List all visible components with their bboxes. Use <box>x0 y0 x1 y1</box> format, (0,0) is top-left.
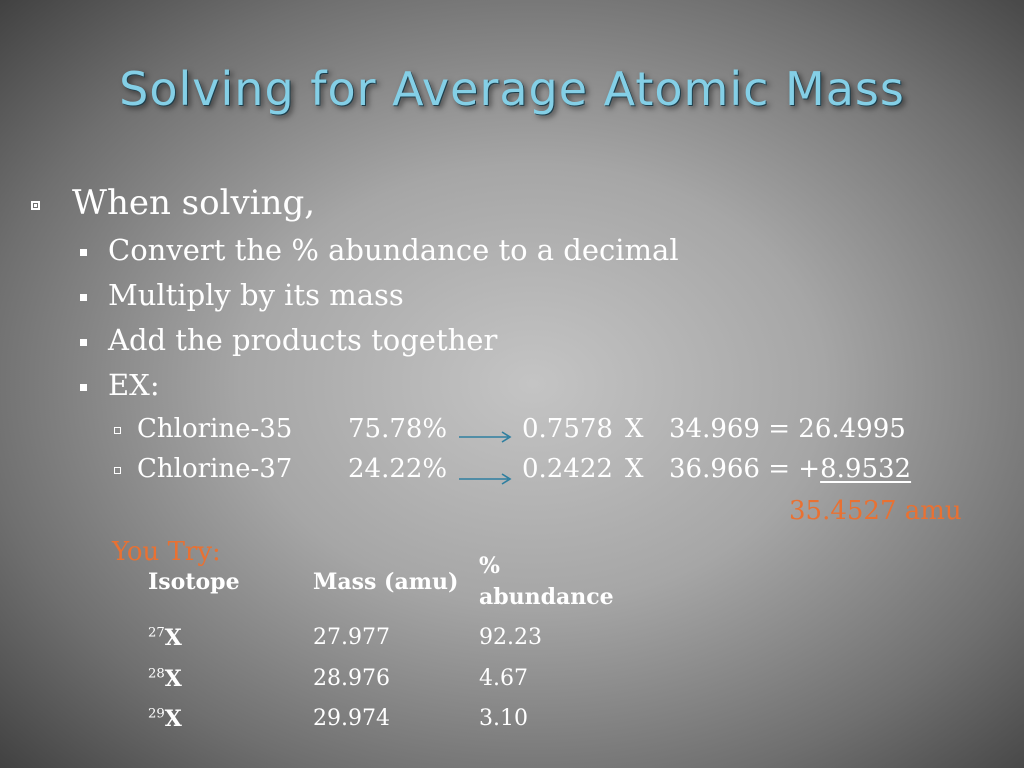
step-add: Add the products together <box>108 323 498 357</box>
table-header-mass: Mass (amu) <box>313 569 459 595</box>
table-header-abundance-symbol: % <box>479 553 500 579</box>
table-cell-isotope <box>148 666 182 692</box>
mass-number: 28 <box>148 666 165 682</box>
square-bullet-icon <box>80 249 87 256</box>
step-convert: Convert the % abundance to a decimal <box>108 233 679 267</box>
table-cell-mass: 28.976 <box>313 666 390 691</box>
square-bullet-icon <box>80 339 87 346</box>
mass-number: 27 <box>148 625 165 641</box>
table-cell-isotope <box>148 706 182 732</box>
table-cell-mass: 29.974 <box>313 706 390 731</box>
example-isotope: Chlorine-37 <box>137 454 293 484</box>
square-bullet-icon <box>80 294 87 301</box>
plus-sign: + <box>798 454 821 484</box>
element-symbol: X <box>164 666 182 692</box>
table-cell-mass: 27.977 <box>313 625 390 650</box>
step-multiply: Multiply by its mass <box>108 278 404 312</box>
element-symbol: X <box>164 625 182 651</box>
example-isotope: Chlorine-35 <box>137 414 293 444</box>
box-bullet-icon <box>31 201 40 210</box>
total-average-mass: 35.4527 amu <box>789 496 962 526</box>
table-cell-abundance: 3.10 <box>479 706 528 731</box>
mass-number: 29 <box>148 706 165 722</box>
example-mass: 36.966 = <box>669 454 799 484</box>
example-mass-line <box>669 454 911 484</box>
example-decimal: 0.2422 <box>522 454 613 484</box>
slide-title: Solving for Average Atomic Mass <box>119 62 905 116</box>
table-cell-abundance: 4.67 <box>479 666 528 691</box>
table-cell-abundance: 92.23 <box>479 625 542 650</box>
step-example: EX: <box>108 368 160 402</box>
example-mass-product: 34.969 = 26.4995 <box>669 414 906 444</box>
example-percent: 24.22% <box>348 454 448 484</box>
example-percent: 75.78% <box>348 414 448 444</box>
arrow-right-icon <box>458 472 514 486</box>
hollow-bullet-icon <box>114 427 121 434</box>
element-symbol: X <box>164 706 182 732</box>
bullet-when-solving: When solving, <box>72 183 316 223</box>
table-cell-isotope <box>148 625 182 651</box>
example-product: 8.9532 <box>820 454 912 484</box>
table-header-isotope: Isotope <box>148 569 240 595</box>
example-times: X <box>625 414 644 444</box>
table-header-abundance: abundance <box>479 584 614 610</box>
hollow-bullet-icon <box>114 467 121 474</box>
you-try-heading: You Try: <box>112 537 221 567</box>
square-bullet-icon <box>80 384 87 391</box>
example-decimal: 0.7578 <box>522 414 613 444</box>
arrow-right-icon <box>458 430 514 444</box>
example-times: X <box>625 454 644 484</box>
